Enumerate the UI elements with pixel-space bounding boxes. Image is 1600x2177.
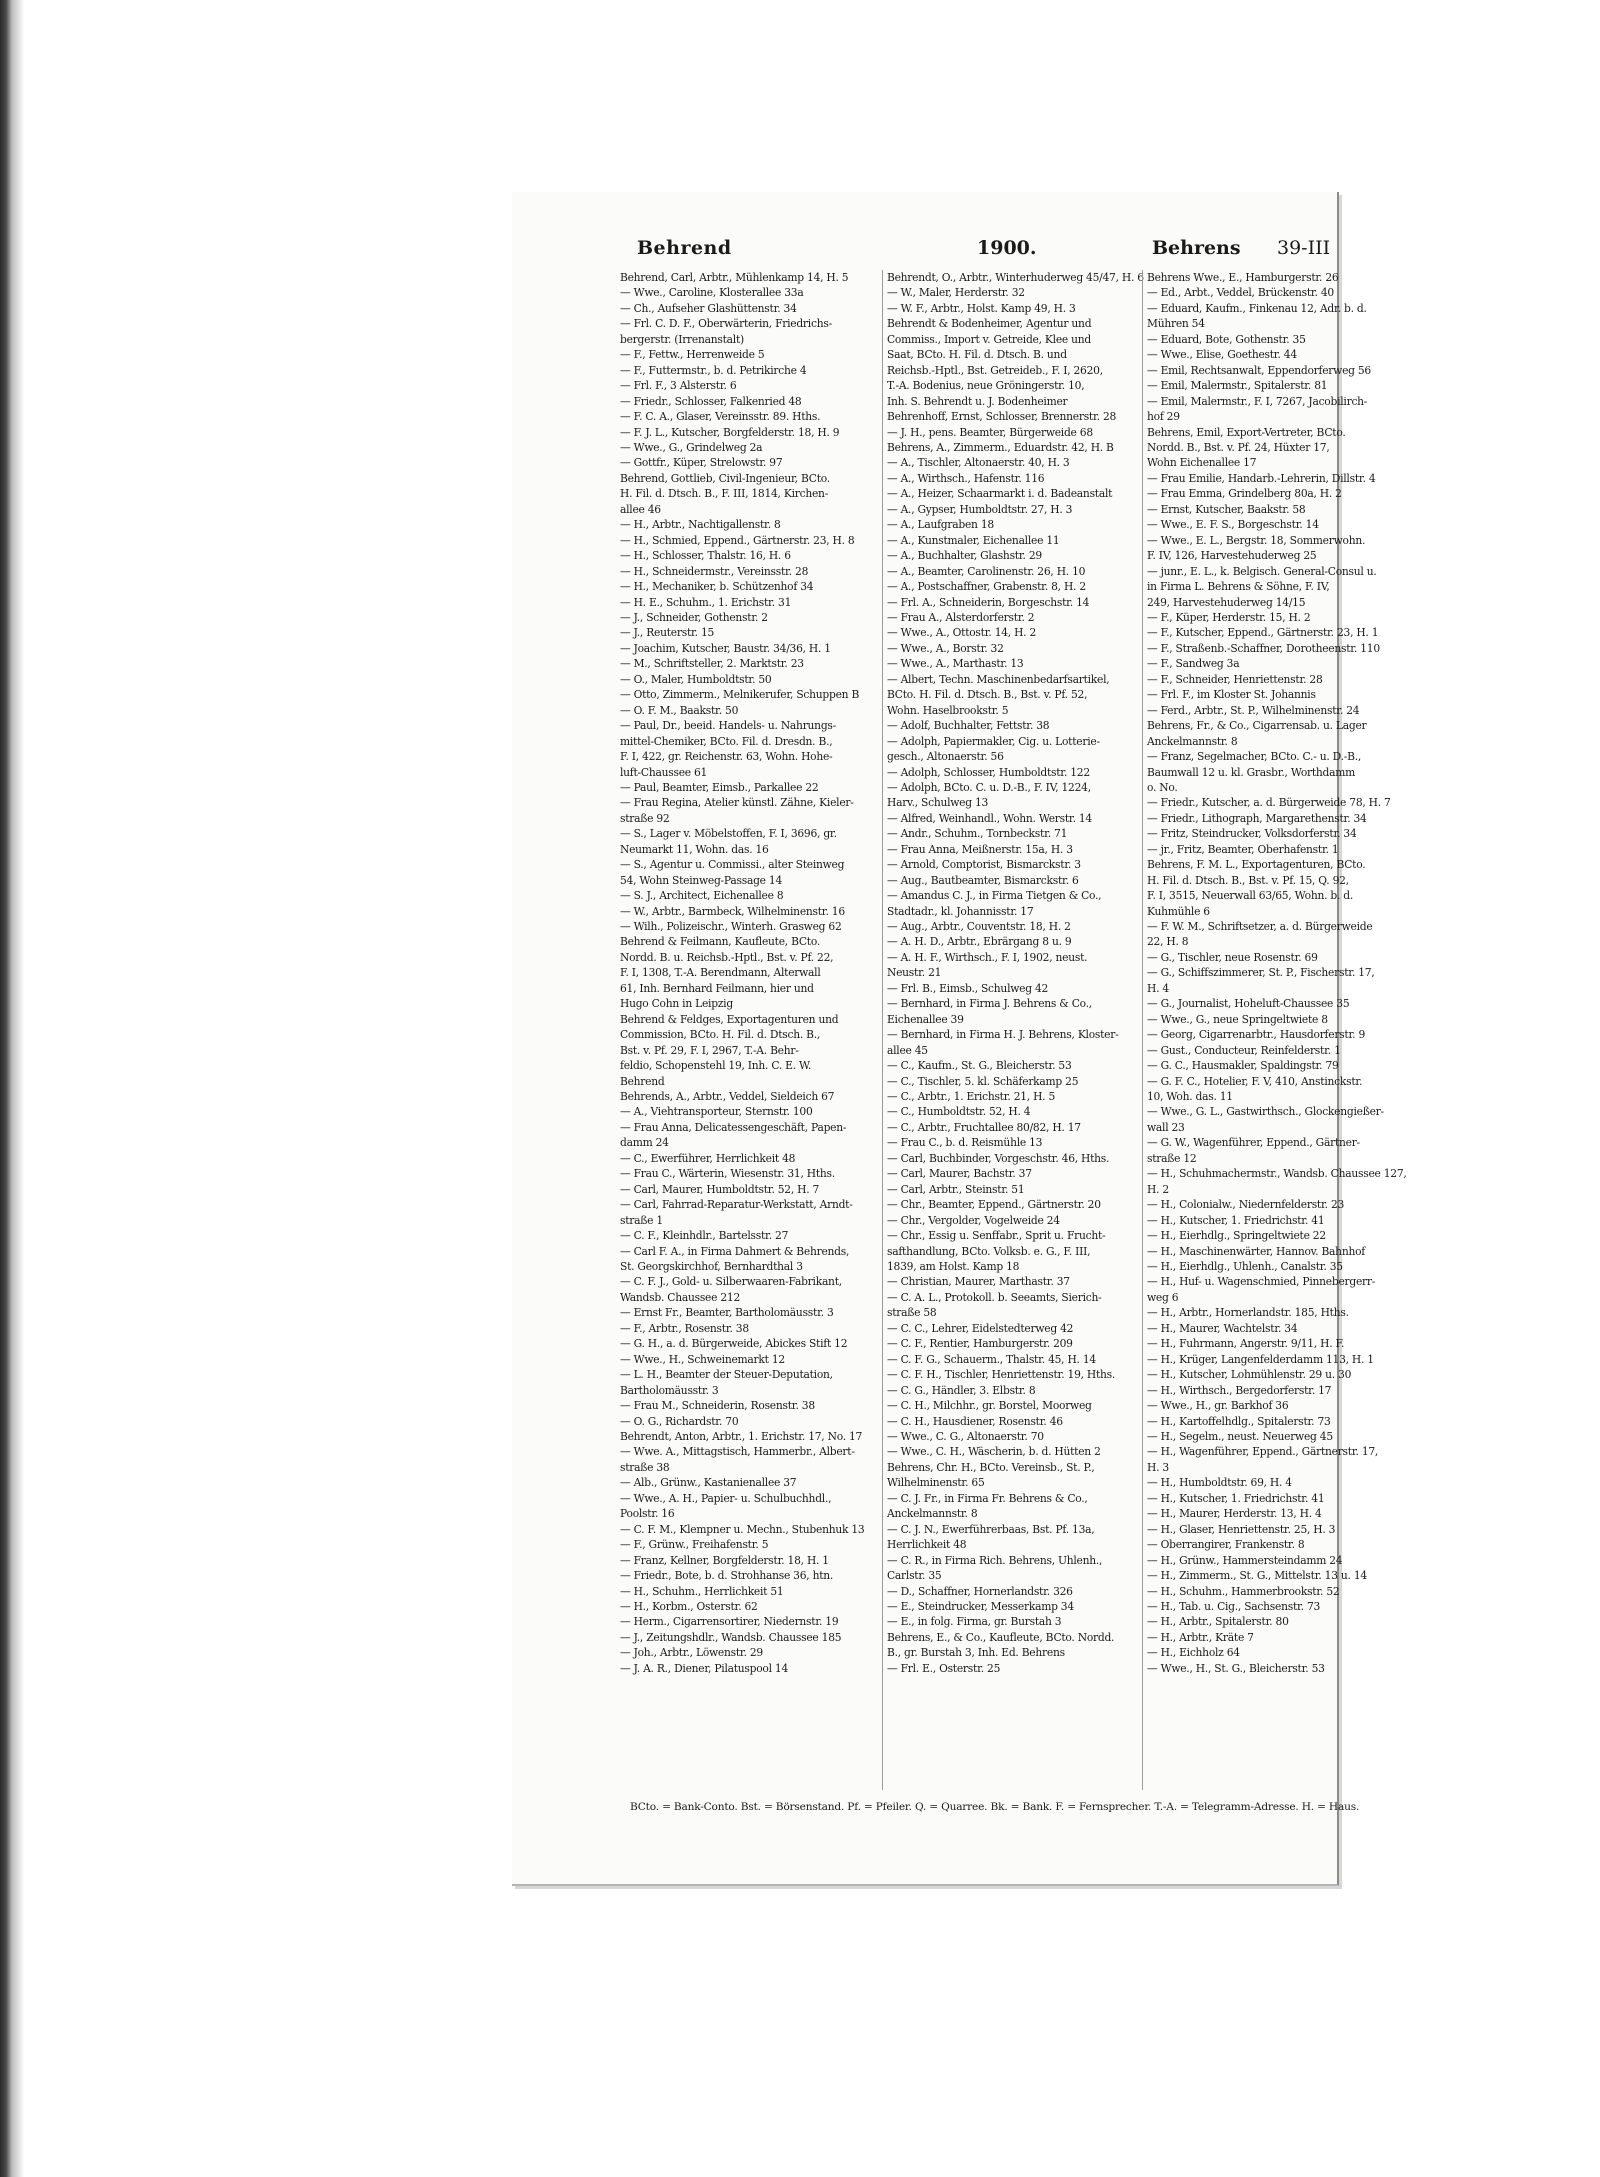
directory-entry-line: — F., Kutscher, Eppend., Gärtnerstr. 23, H. 1 bbox=[1147, 626, 1379, 640]
directory-entry-line: — Wwe., A., Ottostr. 14, H. 2 bbox=[887, 626, 1036, 640]
directory-entry-line: — F., Küper, Herderstr. 15, H. 2 bbox=[1147, 610, 1311, 624]
directory-entry-line: — S., Agentur u. Commissi., alter Steinweg bbox=[620, 858, 845, 872]
directory-entry-line: — F., Sandweg 3a bbox=[1147, 657, 1240, 671]
directory-entry-line: — Bernhard, in Firma H. J. Behrens, Kloster- bbox=[887, 1028, 1119, 1042]
directory-entry-line: — Joachim, Kutscher, Baustr. 34/36, H. 1 bbox=[620, 641, 831, 655]
directory-entry-line: F. I, 422, gr. Reichenstr. 63, Wohn. Hohe- bbox=[620, 750, 833, 764]
directory-entry-line: — C., Arbtr., 1. Erichstr. 21, H. 5 bbox=[887, 1090, 1056, 1104]
directory-entry-line: Behrend, Carl, Arbtr., Mühlenkamp 14, H. 5 bbox=[620, 271, 849, 284]
directory-entry-line: Wilhelminenstr. 65 bbox=[887, 1476, 985, 1490]
directory-entry-line: Behrendt & Bodenheimer, Agentur und bbox=[887, 317, 1092, 331]
directory-entry-line: mittel-Chemiker, BCto. Fil. d. Dresdn. B., bbox=[620, 734, 833, 748]
directory-entry-line: — A., Wirthsch., Hafenstr. 116 bbox=[887, 471, 1045, 485]
directory-entry-line: — H., Arbtr., Kräte 7 bbox=[1147, 1630, 1254, 1644]
directory-entry-line: — Eduard, Bote, Gothenstr. 35 bbox=[1147, 332, 1306, 346]
directory-entry-line: — C. F., Rentier, Hamburgerstr. 209 bbox=[887, 1337, 1073, 1351]
directory-entry-line: — C., Arbtr., Fruchtallee 80/82, H. 17 bbox=[887, 1120, 1081, 1134]
directory-entry-line: — Alfred, Weinhandl., Wohn. Werstr. 14 bbox=[887, 811, 1092, 825]
directory-entry-line: — Joh., Arbtr., Löwenstr. 29 bbox=[620, 1646, 763, 1660]
directory-entry-line: Behrens Wwe., E., Hamburgerstr. 26 bbox=[1147, 271, 1339, 284]
directory-entry-line: F. IV, 126, Harvestehuderweg 25 bbox=[1147, 549, 1317, 563]
directory-entry-line: Behrens, A., Zimmerm., Eduardstr. 42, H. B bbox=[887, 440, 1114, 454]
directory-entry-line: — Georg, Cigarrenarbtr., Hausdorferstr. 9 bbox=[1147, 1028, 1365, 1042]
directory-entry-line: — Carl, Maurer, Bachstr. 37 bbox=[887, 1167, 1032, 1181]
directory-entry-line: — H., Schuhm., Hammerbrookstr. 52 bbox=[1147, 1584, 1340, 1598]
directory-entry-line: — C. G., Händler, 3. Elbstr. 8 bbox=[887, 1383, 1036, 1397]
directory-entry-line: — H., Wagenführer, Eppend., Gärtnerstr. 17, bbox=[1147, 1445, 1379, 1459]
directory-entry-line: straße 38 bbox=[620, 1460, 670, 1474]
directory-entry-line: — C. H., Hausdiener, Rosenstr. 46 bbox=[887, 1414, 1063, 1428]
directory-entry-line: straße 58 bbox=[887, 1306, 937, 1320]
directory-entry-line: — H., Mechaniker, b. Schützenhof 34 bbox=[620, 580, 814, 594]
directory-entry-line: — Christian, Maurer, Marthastr. 37 bbox=[887, 1275, 1070, 1289]
directory-entry-line: — M., Schriftsteller, 2. Marktstr. 23 bbox=[620, 657, 804, 671]
directory-entry-line: — Wwe., C. G., Altonaerstr. 70 bbox=[887, 1429, 1044, 1443]
directory-entry-line: — C. F., Kleinhdlr., Bartelsstr. 27 bbox=[620, 1229, 789, 1243]
directory-entry-line: — H., Schneidermstr., Vereinsstr. 28 bbox=[620, 564, 809, 578]
directory-entry-line: — Carl, Buchbinder, Vorgeschstr. 46, Hths. bbox=[887, 1151, 1110, 1165]
binding-edge bbox=[0, 0, 24, 2177]
directory-entry-line: — Andr., Schuhm., Tornbeckstr. 71 bbox=[887, 827, 1068, 841]
directory-entry-line: — F. C. A., Glaser, Vereinsstr. 89. Hths. bbox=[620, 410, 821, 424]
abbreviation-legend: BCto. = Bank-Conto. Bst. = Börsenstand. Pf. = Pfeiler. Q. = Quarree. Bk. = Bank. F. = Fernsprecher. T.-A. = Telegramm-Adresse. H. = Haus. bbox=[630, 1801, 1360, 1813]
directory-entry-line: — Wwe., A., Marthastr. 13 bbox=[887, 657, 1024, 671]
directory-entry-line: — F. W. M., Schriftsetzer, a. d. Bürgerweide bbox=[1147, 920, 1373, 934]
directory-entry-line: — Ch., Aufseher Glashüttenstr. 34 bbox=[620, 301, 797, 315]
directory-entry-line: Neumarkt 11, Wohn. das. 16 bbox=[620, 842, 769, 856]
directory-entry-line: Anckelmannstr. 8 bbox=[887, 1507, 978, 1521]
directory-entry-line: H. 4 bbox=[1147, 981, 1169, 995]
directory-entry-line: safthandlung, BCto. Volksb. e. G., F. III, bbox=[887, 1244, 1091, 1258]
directory-entry-line: — A., Heizer, Schaarmarkt i. d. Badeanstalt bbox=[887, 487, 1113, 501]
directory-entry-line: Saat, BCto. H. Fil. d. Dtsch. B. und bbox=[887, 348, 1067, 362]
directory-entry-line: — H., Kartoffelhdlg., Spitalerstr. 73 bbox=[1147, 1414, 1331, 1428]
directory-entry-line: — Adolph, Schlosser, Humboldtstr. 122 bbox=[887, 765, 1090, 779]
directory-entry-line: — H., Korbm., Osterstr. 62 bbox=[620, 1599, 758, 1613]
directory-entry-line: — H., Colonialw., Niedernfelderstr. 23 bbox=[1147, 1198, 1345, 1212]
directory-entry-line: — C. C., Lehrer, Eidelstedterweg 42 bbox=[887, 1321, 1074, 1335]
directory-page bbox=[512, 192, 1407, 1886]
directory-entry-line: — Wwe., A. H., Papier- u. Schulbuchhdl., bbox=[620, 1491, 832, 1505]
directory-entry-line: — Wwe., H., St. G., Bleicherstr. 53 bbox=[1147, 1661, 1325, 1675]
directory-entry-line: — Frl. E., Osterstr. 25 bbox=[887, 1661, 1001, 1675]
directory-entry-line: — H., Humboldtstr. 69, H. 4 bbox=[1147, 1476, 1292, 1490]
entry-columns bbox=[512, 270, 1407, 1790]
directory-entry-line: — H. E., Schuhm., 1. Erichstr. 31 bbox=[620, 595, 792, 609]
directory-entry-line: wall 23 bbox=[1147, 1120, 1185, 1134]
directory-entry-line: H. Fil. d. Dtsch. B., F. III, 1814, Kirchen- bbox=[620, 487, 829, 501]
directory-entry-line: — Wwe., G., Grindelweg 2a bbox=[620, 440, 763, 454]
directory-entry-line: Poolstr. 16 bbox=[620, 1507, 675, 1521]
directory-entry-line: — Paul, Beamter, Eimsb., Parkallee 22 bbox=[620, 780, 819, 794]
page-number: 39-III bbox=[1277, 237, 1331, 259]
directory-entry-line: — G. C., Hausmakler, Spaldingstr. 79 bbox=[1147, 1059, 1339, 1073]
directory-entry-line: — E., Steindrucker, Messerkamp 34 bbox=[887, 1599, 1074, 1613]
directory-entry-line: — A., Laufgraben 18 bbox=[887, 518, 994, 532]
directory-entry-line: H. Fil. d. Dtsch. B., Bst. v. Pf. 15, Q. 92, bbox=[1147, 873, 1349, 887]
directory-entry-line: — Frau M., Schneiderin, Rosenstr. 38 bbox=[620, 1399, 815, 1413]
directory-entry-line: — W. F., Arbtr., Holst. Kamp 49, H. 3 bbox=[887, 301, 1076, 315]
directory-entry-line: — A., Viehtransporteur, Sternstr. 100 bbox=[620, 1105, 813, 1119]
directory-entry-line: Neustr. 21 bbox=[887, 966, 942, 980]
directory-entry-line: — Franz, Kellner, Borgfelderstr. 18, H. 1 bbox=[620, 1553, 829, 1567]
directory-entry-line: — Wilh., Polizeischr., Winterh. Grasweg 62 bbox=[620, 920, 842, 934]
directory-entry-line: — Wwe., G. L., Gastwirthsch., Glockengießer- bbox=[1147, 1105, 1384, 1119]
directory-entry-line: — G., Journalist, Hoheluft-Chaussee 35 bbox=[1147, 997, 1350, 1011]
directory-entry-line: — H., Kutscher, Lohmühlenstr. 29 u. 30 bbox=[1147, 1368, 1352, 1382]
directory-entry-line: Wandsb. Chaussee 212 bbox=[620, 1290, 741, 1304]
directory-entry-line: Behrens, Fr., & Co., Cigarrensab. u. Lager bbox=[1147, 719, 1367, 733]
directory-entry-line: — G. F. C., Hotelier, F. V, 410, Anstinckstr. bbox=[1147, 1074, 1363, 1088]
directory-entry-line: Bartholomäusstr. 3 bbox=[620, 1383, 719, 1397]
directory-entry-line: — W., Arbtr., Barmbeck, Wilhelminenstr. 16 bbox=[620, 904, 845, 918]
directory-entry-line: weg 6 bbox=[1147, 1290, 1179, 1304]
directory-entry-line: Behrendt, O., Arbtr., Winterhuderweg 45/47, H. 6 bbox=[887, 271, 1144, 284]
directory-entry-line: — H., Fuhrmann, Angerstr. 9/11, H. F. bbox=[1147, 1337, 1345, 1351]
directory-entry-line: damm 24 bbox=[620, 1136, 669, 1150]
directory-entry-line: — C. F. J., Gold- u. Silberwaaren-Fabrikant, bbox=[620, 1275, 842, 1289]
directory-entry-line: — Chr., Vergolder, Vogelweide 24 bbox=[887, 1213, 1060, 1227]
directory-entry-line: — C. F. H., Tischler, Henriettenstr. 19, Hths. bbox=[887, 1368, 1116, 1382]
directory-entry-line: — Amandus C. J., in Firma Tietgen & Co., bbox=[887, 889, 1102, 903]
directory-entry-line: — C., Tischler, 5. kl. Schäferkamp 25 bbox=[887, 1074, 1079, 1088]
directory-entry-line: — A., Tischler, Altonaerstr. 40, H. 3 bbox=[887, 456, 1070, 470]
directory-entry-line: H. 3 bbox=[1147, 1460, 1169, 1474]
directory-entry-line: — Carl F. A., in Firma Dahmert & Behrends, bbox=[620, 1244, 850, 1258]
directory-entry-line: — Arnold, Comptorist, Bismarckstr. 3 bbox=[887, 858, 1081, 872]
directory-entry-line: — G. H., a. d. Bürgerweide, Abickes Stift 12 bbox=[620, 1337, 848, 1351]
directory-entry-line: Baumwall 12 u. kl. Grasbr., Worthdamm bbox=[1147, 765, 1356, 779]
directory-entry-line: Behrend & Feilmann, Kaufleute, BCto. bbox=[620, 935, 820, 949]
directory-entry-line: Behrend & Feldges, Exportagenturen und bbox=[620, 1012, 839, 1026]
directory-entry-line: Inh. S. Behrendt u. J. Bodenheimer bbox=[887, 394, 1068, 408]
directory-entry-line: — Wwe., Elise, Goethestr. 44 bbox=[1147, 348, 1297, 362]
directory-entry-line: — Frau Anna, Meißnerstr. 15a, H. 3 bbox=[887, 842, 1073, 856]
directory-entry-line: — H., Glaser, Henriettenstr. 25, H. 3 bbox=[1147, 1522, 1336, 1536]
directory-entry-line: — H., Maurer, Herderstr. 13, H. 4 bbox=[1147, 1507, 1322, 1521]
directory-entry-line: — H., Maschinenwärter, Hannov. Bahnhof bbox=[1147, 1244, 1365, 1258]
directory-entry-line: — F., Schneider, Henriettenstr. 28 bbox=[1147, 672, 1323, 686]
directory-entry-line: 54, Wohn Steinweg-Passage 14 bbox=[620, 873, 783, 887]
directory-entry-line: — O. G., Richardstr. 70 bbox=[620, 1414, 739, 1428]
directory-entry-line: Behrens, E., & Co., Kaufleute, BCto. Nordd. bbox=[887, 1630, 1115, 1644]
directory-entry-line: St. Georgskirchhof, Bernhardthal 3 bbox=[620, 1260, 803, 1273]
directory-entry-line: — Franz, Segelmacher, BCto. C.- u. D.-B., bbox=[1147, 750, 1361, 764]
directory-entry-line: — Otto, Zimmerm., Melnikerufer, Schuppen B bbox=[620, 688, 860, 702]
column-3 bbox=[1142, 270, 1407, 1790]
directory-entry-line: — Frau C., Wärterin, Wiesenstr. 31, Hths. bbox=[620, 1167, 835, 1181]
directory-entry-line: — Adolf, Buchhalter, Fettstr. 38 bbox=[887, 719, 1050, 733]
directory-entry-line: Behrend bbox=[620, 1074, 665, 1088]
directory-entry-line: — Carl, Fahrrad-Reparatur-Werkstatt, Arndt- bbox=[620, 1198, 853, 1212]
directory-entry-line: — Emil, Rechtsanwalt, Eppendorferweg 56 bbox=[1147, 363, 1371, 377]
directory-entry-line: — H., Schuhmachermstr., Wandsb. Chaussee 127, bbox=[1147, 1167, 1407, 1181]
directory-entry-line: — Frl. C. D. F., Oberwärterin, Friedrichs- bbox=[620, 317, 832, 331]
directory-entry-line: — A. H. F., Wirthsch., F. I, 1902, neust. bbox=[887, 950, 1088, 964]
directory-entry-line: straße 1 bbox=[620, 1213, 663, 1227]
directory-entry-line: Commission, BCto. H. Fil. d. Dtsch. B., bbox=[620, 1028, 821, 1042]
directory-entry-line: Nordd. B. u. Reichsb.-Hptl., Bst. v. Pf. 22, bbox=[620, 950, 834, 964]
directory-entry-line: — Frau Regina, Atelier künstl. Zähne, Kieler- bbox=[620, 796, 854, 810]
directory-entry-line: — Friedr., Kutscher, a. d. Bürgerweide 78, H. 7 bbox=[1147, 796, 1391, 810]
directory-entry-line: — H., Maurer, Wachtelstr. 34 bbox=[1147, 1321, 1298, 1335]
directory-entry-line: — Frl. B., Eimsb., Schulweg 42 bbox=[887, 981, 1049, 995]
directory-entry-line: — Friedr., Bote, b. d. Strohhanse 36, htn. bbox=[620, 1569, 834, 1583]
directory-entry-line: — L. H., Beamter der Steuer-Deputation, bbox=[620, 1368, 833, 1382]
directory-entry-line: Behrens, Chr. H., BCto. Vereinsb., St. P., bbox=[887, 1460, 1095, 1474]
directory-entry-line: — H., Krüger, Langenfelderdamm 113, H. 1 bbox=[1147, 1352, 1374, 1366]
header-last-entry: Behrens bbox=[1152, 237, 1241, 259]
directory-entry-line: — Chr., Beamter, Eppend., Gärtnerstr. 20 bbox=[887, 1198, 1101, 1212]
column-1 bbox=[620, 270, 868, 1790]
directory-entry-line: — C., Ewerführer, Herrlichkeit 48 bbox=[620, 1151, 796, 1165]
directory-entry-line: — A., Buchhalter, Glashstr. 29 bbox=[887, 549, 1042, 563]
directory-entry-line: — H., Schlosser, Thalstr. 16, H. 6 bbox=[620, 549, 791, 563]
directory-entry-line: — Gottfr., Küper, Strelowstr. 97 bbox=[620, 456, 783, 470]
directory-entry-line: — F., Straßenb.-Schaffner, Dorotheenstr. 110 bbox=[1147, 641, 1380, 655]
directory-entry-line: — Ernst Fr., Beamter, Bartholomäusstr. 3 bbox=[620, 1306, 834, 1320]
directory-entry-line: gesch., Altonaerstr. 56 bbox=[887, 750, 1004, 764]
header-year: 1900. bbox=[977, 237, 1037, 259]
directory-entry-line: — H., Tab. u. Cig., Sachsenstr. 73 bbox=[1147, 1599, 1321, 1613]
directory-entry-line: — Herm., Cigarrensortirer, Niedernstr. 19 bbox=[620, 1615, 839, 1629]
directory-entry-line: — H., Eierhdlg., Springeltwiete 22 bbox=[1147, 1229, 1326, 1243]
directory-entry-line: Behrendt, Anton, Arbtr., 1. Erichstr. 17, No. 17 bbox=[620, 1429, 863, 1443]
directory-entry-line: — Friedr., Lithograph, Margarethenstr. 34 bbox=[1147, 811, 1367, 825]
directory-entry-line: — J., Schneider, Gothenstr. 2 bbox=[620, 610, 768, 624]
directory-entry-line: — W., Maler, Herderstr. 32 bbox=[887, 286, 1025, 300]
directory-entry-line: — Wwe., C. H., Wäscherin, b. d. Hütten 2 bbox=[887, 1445, 1101, 1459]
directory-entry-line: — H., Kutscher, 1. Friedrichstr. 41 bbox=[1147, 1491, 1325, 1505]
column-2 bbox=[882, 270, 1144, 1790]
directory-entry-line: — Ferd., Arbtr., St. P., Wilhelminenstr. 24 bbox=[1147, 703, 1360, 717]
directory-entry-line: Behrens, F. M. L., Exportagenturen, BCto. bbox=[1147, 858, 1366, 872]
directory-entry-line: — C., Humboldtstr. 52, H. 4 bbox=[887, 1105, 1031, 1119]
directory-entry-line: — Gust., Conducteur, Reinfelderstr. 1 bbox=[1147, 1043, 1341, 1057]
directory-entry-line: — Wwe., E. F. S., Borgeschstr. 14 bbox=[1147, 518, 1319, 532]
directory-entry-line: 10, Woh. das. 11 bbox=[1147, 1090, 1233, 1104]
directory-entry-line: — F., Fettw., Herrenweide 5 bbox=[620, 348, 765, 362]
directory-entry-line: Harv., Schulweg 13 bbox=[887, 796, 989, 810]
directory-entry-line: — H., Schmied, Eppend., Gärtnerstr. 23, H. 8 bbox=[620, 533, 855, 547]
directory-entry-line: — Adolph, BCto. C. u. D.-B., F. IV, 1224, bbox=[887, 780, 1091, 794]
directory-entry-line: — C. H., Milchhr., gr. Borstel, Moorweg bbox=[887, 1399, 1092, 1413]
directory-entry-line: — Wwe., A., Borstr. 32 bbox=[887, 641, 1004, 655]
directory-entry-line: — G., Tischler, neue Rosenstr. 69 bbox=[1147, 950, 1318, 964]
directory-entry-line: feldio, Schopenstehl 19, Inh. C. E. W. bbox=[620, 1059, 812, 1073]
directory-entry-line: — Frau Emma, Grindelberg 80a, H. 2 bbox=[1147, 487, 1342, 501]
directory-entry-line: — Emil, Malermstr., F. I, 7267, Jacobilirch- bbox=[1147, 394, 1368, 408]
directory-entry-line: — H., Wirthsch., Bergedorferstr. 17 bbox=[1147, 1383, 1332, 1397]
directory-entry-line: — Paul, Dr., beeid. Handels- u. Nahrungs- bbox=[620, 719, 837, 733]
directory-entry-line: Hugo Cohn in Leipzig bbox=[620, 997, 733, 1011]
directory-entry-line: Commiss., Import v. Getreide, Klee und bbox=[887, 332, 1091, 346]
directory-entry-line: — Wwe., E. L., Bergstr. 18, Sommerwohn. bbox=[1147, 533, 1366, 547]
directory-entry-line: Behrens, Emil, Export-Vertreter, BCto. bbox=[1147, 425, 1346, 439]
directory-entry-line: — Frl. A., Schneiderin, Borgeschstr. 14 bbox=[887, 595, 1090, 609]
directory-entry-line: — Alb., Grünw., Kastanienallee 37 bbox=[620, 1476, 797, 1490]
directory-entry-line: — H., Grünw., Hammersteindamm 24 bbox=[1147, 1553, 1343, 1567]
directory-entry-line: Eichenallee 39 bbox=[887, 1012, 964, 1026]
directory-entry-line: — Frau C., b. d. Reismühle 13 bbox=[887, 1136, 1043, 1150]
directory-entry-line: — Aug., Arbtr., Couventstr. 18, H. 2 bbox=[887, 920, 1071, 934]
directory-entry-line: — C. F. M., Klempner u. Mechn., Stubenhuk 13 bbox=[620, 1522, 865, 1536]
directory-entry-line: — Wwe., H., Schweinemarkt 12 bbox=[620, 1352, 785, 1366]
directory-entry-line: — H., Segelm., neust. Neuerweg 45 bbox=[1147, 1429, 1333, 1443]
directory-entry-line: — Wwe., G., neue Springeltwiete 8 bbox=[1147, 1012, 1328, 1026]
directory-entry-line: — Wwe., Caroline, Klosterallee 33a bbox=[620, 286, 804, 300]
directory-entry-line: — C. J. N., Ewerführerbaas, Bst. Pf. 13a, bbox=[887, 1522, 1095, 1536]
directory-entry-line: — Fritz, Steindrucker, Volksdorferstr. 34 bbox=[1147, 827, 1357, 841]
directory-entry-line: — Eduard, Kaufm., Finkenau 12, Adr. b. d. bbox=[1147, 301, 1367, 315]
header-first-entry: Behrend bbox=[637, 237, 732, 259]
directory-entry-line: — G., Schiffszimmerer, St. P., Fischerstr. 17, bbox=[1147, 966, 1375, 980]
directory-entry-line: 22, H. 8 bbox=[1147, 935, 1189, 949]
directory-entry-line: 61, Inh. Bernhard Feilmann, hier und bbox=[620, 981, 814, 995]
directory-entry-line: — H., Arbtr., Hornerlandstr. 185, Hths. bbox=[1147, 1306, 1349, 1320]
directory-entry-line: — Oberrangirer, Frankenstr. 8 bbox=[1147, 1538, 1305, 1552]
directory-entry-line: — F., Arbtr., Rosenstr. 38 bbox=[620, 1321, 749, 1335]
directory-entry-line: — Emil, Malermstr., Spitalerstr. 81 bbox=[1147, 379, 1328, 393]
directory-entry-line: — F. J. L., Kutscher, Borgfelderstr. 18, H. 9 bbox=[620, 425, 840, 439]
directory-entry-line: — H., Arbtr., Nachtigallenstr. 8 bbox=[620, 518, 781, 532]
directory-entry-line: Kuhmühle 6 bbox=[1147, 904, 1210, 918]
directory-entry-line: — H., Eichholz 64 bbox=[1147, 1646, 1240, 1660]
directory-entry-line: — Adolph, Papiermakler, Cig. u. Lotterie- bbox=[887, 734, 1100, 748]
directory-entry-line: — J., Reuterstr. 15 bbox=[620, 626, 715, 640]
directory-entry-line: Anckelmannstr. 8 bbox=[1147, 734, 1238, 748]
directory-entry-line: Herrlichkeit 48 bbox=[887, 1538, 967, 1552]
directory-entry-line: Bst. v. Pf. 29, F. I, 2967, T.-A. Behr- bbox=[620, 1043, 799, 1057]
directory-entry-line: — jr., Fritz, Beamter, Oberhafenstr. 1 bbox=[1147, 842, 1339, 856]
directory-entry-line: — J. A. R., Diener, Pilatuspool 14 bbox=[620, 1661, 789, 1675]
directory-entry-line: — C. J. Fr., in Firma Fr. Behrens & Co., bbox=[887, 1491, 1088, 1505]
directory-entry-line: — S. J., Architect, Eichenallee 8 bbox=[620, 889, 784, 903]
directory-entry-line: — C. R., in Firma Rich. Behrens, Uhlenh., bbox=[887, 1553, 1103, 1567]
directory-entry-line: — E., in folg. Firma, gr. Burstah 3 bbox=[887, 1615, 1062, 1629]
directory-entry-line: — Chr., Essig u. Senffabr., Sprit u. Frucht- bbox=[887, 1229, 1106, 1243]
directory-entry-line: o. No. bbox=[1147, 780, 1178, 794]
directory-entry-line: — Wwe., H., gr. Barkhof 36 bbox=[1147, 1399, 1289, 1413]
directory-entry-line: — C., Kaufm., St. G., Bleicherstr. 53 bbox=[887, 1059, 1072, 1073]
directory-entry-line: — O. F. M., Baakstr. 50 bbox=[620, 703, 739, 717]
directory-entry-line: Mühren 54 bbox=[1147, 317, 1205, 331]
directory-entry-line: luft-Chaussee 61 bbox=[620, 765, 708, 779]
directory-entry-line: BCto. H. Fil. d. Dtsch. B., Bst. v. Pf. 52, bbox=[887, 688, 1088, 702]
directory-entry-line: — Carl, Arbtr., Steinstr. 51 bbox=[887, 1182, 1025, 1196]
directory-entry-line: — junr., E. L., k. Belgisch. General-Consul u. bbox=[1147, 564, 1377, 578]
directory-entry-line: B., gr. Burstah 3, Inh. Ed. Behrens bbox=[887, 1646, 1065, 1660]
directory-entry-line: — A., Gypser, Humboldtstr. 27, H. 3 bbox=[887, 502, 1073, 516]
directory-entry-line: — C. A. L., Protokoll. b. Seeamts, Sierich- bbox=[887, 1290, 1102, 1304]
directory-entry-line: Behrend, Gottlieb, Civil-Ingenieur, BCto. bbox=[620, 471, 830, 485]
directory-entry-line: — Aug., Bautbeamter, Bismarckstr. 6 bbox=[887, 873, 1079, 887]
directory-entry-line: — A. H. D., Arbtr., Ebrärgang 8 u. 9 bbox=[887, 935, 1072, 949]
directory-entry-line: — Friedr., Schlosser, Falkenried 48 bbox=[620, 394, 802, 408]
directory-entry-line: Reichsb.-Hptl., Bst. Getreideb., F. I, 2620, bbox=[887, 363, 1103, 377]
directory-entry-line: — C. F. G., Schauerm., Thalstr. 45, H. 14 bbox=[887, 1352, 1096, 1366]
directory-entry-line: — Carl, Maurer, Humboldtstr. 52, H. 7 bbox=[620, 1182, 820, 1196]
directory-entry-line: — H., Huf- u. Wagenschmied, Pinnebergerr- bbox=[1147, 1275, 1376, 1289]
directory-entry-line: — H., Eierhdlg., Uhlenh., Canalstr. 35 bbox=[1147, 1260, 1343, 1273]
directory-entry-line: — D., Schaffner, Hornerlandstr. 326 bbox=[887, 1584, 1073, 1598]
directory-entry-line: — J., Zeitungshdlr., Wandsb. Chaussee 185 bbox=[620, 1630, 842, 1644]
directory-entry-line: — J. H., pens. Beamter, Bürgerweide 68 bbox=[887, 425, 1093, 439]
directory-entry-line: — Ed., Arbt., Veddel, Brückenstr. 40 bbox=[1147, 286, 1334, 300]
directory-entry-line: Wohn Eichenallee 17 bbox=[1147, 456, 1257, 470]
directory-entry-line: — Frau A., Alsterdorferstr. 2 bbox=[887, 610, 1035, 624]
directory-entry-line: — H., Zimmerm., St. G., Mittelstr. 13 u. 14 bbox=[1147, 1569, 1367, 1583]
directory-entry-line: — A., Kunstmaler, Eichenallee 11 bbox=[887, 533, 1060, 547]
directory-entry-line: hof 29 bbox=[1147, 410, 1180, 424]
directory-entry-line: — Bernhard, in Firma J. Behrens & Co., bbox=[887, 997, 1092, 1011]
directory-entry-line: — Frau Anna, Delicatessengeschäft, Papen- bbox=[620, 1120, 847, 1134]
directory-entry-line: allee 45 bbox=[887, 1043, 928, 1057]
directory-entry-line: straße 92 bbox=[620, 811, 670, 825]
directory-entry-line: — G. W., Wagenführer, Eppend., Gärtner- bbox=[1147, 1136, 1360, 1150]
directory-entry-line: — F., Grünw., Freihafenstr. 5 bbox=[620, 1538, 769, 1552]
directory-entry-line: 249, Harvestehuderweg 14/15 bbox=[1147, 595, 1306, 609]
directory-entry-line: straße 12 bbox=[1147, 1151, 1197, 1165]
directory-entry-line: — Wwe. A., Mittagstisch, Hammerbr., Albert- bbox=[620, 1445, 855, 1459]
directory-entry-line: — O., Maler, Humboldtstr. 50 bbox=[620, 672, 772, 686]
directory-entry-line: allee 46 bbox=[620, 502, 661, 516]
page-header bbox=[512, 237, 1337, 263]
directory-entry-line: — F., Futtermstr., b. d. Petrikirche 4 bbox=[620, 363, 807, 377]
directory-entry-line: — Albert, Techn. Maschinenbedarfsartikel, bbox=[887, 672, 1110, 686]
directory-entry-line: H. 2 bbox=[1147, 1182, 1169, 1196]
directory-entry-line: 1839, am Holst. Kamp 18 bbox=[887, 1260, 1020, 1273]
directory-entry-line: — Frl. F., 3 Alsterstr. 6 bbox=[620, 379, 737, 393]
directory-entry-line: Behrends, A., Arbtr., Veddel, Sieldeich 67 bbox=[620, 1090, 835, 1104]
directory-entry-line: Stadtadr., kl. Johannisstr. 17 bbox=[887, 904, 1034, 918]
directory-entry-line: — H., Schuhm., Herrlichkeit 51 bbox=[620, 1584, 784, 1598]
directory-entry-line: T.-A. Bodenius, neue Gröningerstr. 10, bbox=[887, 379, 1085, 393]
directory-entry-line: — A., Beamter, Carolinenstr. 26, H. 10 bbox=[887, 564, 1086, 578]
directory-entry-line: — Ernst, Kutscher, Baakstr. 58 bbox=[1147, 502, 1306, 516]
directory-entry-line: — H., Arbtr., Spitalerstr. 80 bbox=[1147, 1615, 1289, 1629]
directory-entry-line: Carlstr. 35 bbox=[887, 1569, 942, 1583]
directory-entry-line: — Frau Emilie, Handarb.-Lehrerin, Dillstr. 4 bbox=[1147, 471, 1376, 485]
directory-entry-line: bergerstr. (Irrenanstalt) bbox=[620, 332, 744, 346]
directory-entry-line: in Firma L. Behrens & Söhne, F. IV, bbox=[1147, 580, 1330, 594]
directory-entry-line: — A., Postschaffner, Grabenstr. 8, H. 2 bbox=[887, 580, 1086, 594]
directory-entry-line: — S., Lager v. Möbelstoffen, F. I, 3696, gr. bbox=[620, 827, 837, 841]
directory-entry-line: — H., Kutscher, 1. Friedrichstr. 41 bbox=[1147, 1213, 1325, 1227]
directory-entry-line: — Frl. F., im Kloster St. Johannis bbox=[1147, 688, 1316, 702]
directory-entry-line: Wohn. Haselbrookstr. 5 bbox=[887, 703, 1009, 717]
directory-entry-line: F. I, 3515, Neuerwall 63/65, Wohn. b. d. bbox=[1147, 889, 1354, 903]
directory-entry-line: Behrenhoff, Ernst, Schlosser, Brennerstr. 28 bbox=[887, 410, 1117, 424]
directory-entry-line: Nordd. B., Bst. v. Pf. 24, Hüxter 17, bbox=[1147, 440, 1330, 454]
directory-entry-line: F. I, 1308, T.-A. Berendmann, Alterwall bbox=[620, 966, 821, 980]
